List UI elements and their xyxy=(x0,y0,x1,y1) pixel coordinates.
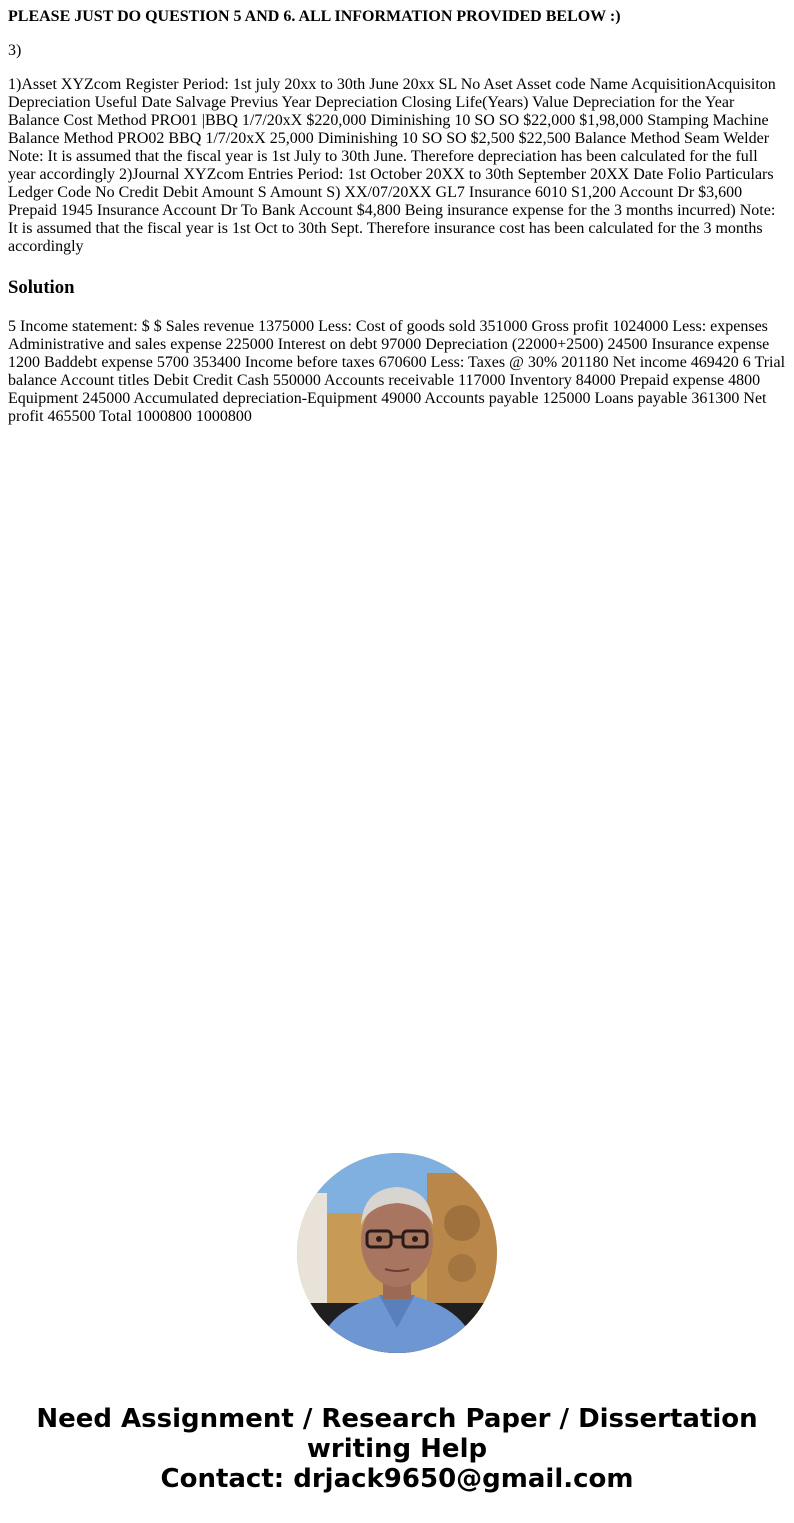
promo-line-2: writing Help xyxy=(306,1434,488,1464)
solution-heading: Solution xyxy=(8,277,75,298)
question-content xyxy=(8,8,786,426)
promo-line-1: Need Assignment / Research Paper / Dissertation xyxy=(36,1404,758,1434)
promo-banner xyxy=(0,1404,794,1494)
tutor-avatar xyxy=(297,1153,497,1353)
tutor-photo-icon xyxy=(297,1153,497,1353)
promo-contact: Contact: drjack9650@gmail.com xyxy=(160,1464,634,1494)
page-title: PLEASE JUST DO QUESTION 5 AND 6. ALL INFORMATION PROVIDED BELOW :) xyxy=(8,8,621,25)
question-number: 3) xyxy=(8,42,22,59)
solution-body: 5 Income statement: $ $ Sales revenue 1375000 Less: Cost of goods sold 351000 Gross profit 1024000 Less: expenses Administrative and sales expense 225000 Interest on debt 97000 Depreciation (22000+2500) 24500 Insurance expense 1200 Baddebt expense 5700 353400 Income before taxes 670600 Less: Taxes @ 30% 201180 Net income 469420 6 Trial balance Account titles Debit Credit Cash 550000 Accounts receivable 117000 Inventory 84000 Prepaid expense 4800 Equipment 245000 Accumulated depreciation-Equipment 49000 Accounts payable 125000 Loans payable 361300 Net profit 465500 Total 1000800 1000800 xyxy=(8,318,786,425)
question-body: 1)Asset XYZcom Register Period: 1st july 20xx to 30th June 20xx SL No Aset Asset code Name AcquisitionAcquisiton Depreciation Useful Date Salvage Previus Year Depreciation Closing Life(Years) Value Depreciation for the Year Balance Cost Method PRO01 |BBQ 1/7/20xX $220,000 Diminishing 10 SO SO $22,000 $1,98,000 Stamping Machine Balance Method PRO02 BBQ 1/7/20xX 25,000 Diminishing 10 SO SO $2,500 $22,500 Balance Method Seam Welder Note: It is assumed that the fiscal year is 1st July to 30th June. Therefore depreciation has been calculated for the full year accordingly 2)Journal XYZcom Entries Period: 1st October 20XX to 30th September 20XX Date Folio Particulars Ledger Code No Credit Debit Amount S Amount S) XX/07/20XX GL7 Insurance 6010 S1,200 Account Dr $3,600 Prepaid 1945 Insurance Account Dr To Bank Account $4,800 Being insurance expense for the 3 months incurred) Note: It is assumed that the fiscal year is 1st Oct to 30th Sept. Therefore insurance cost has been calculated for the 3 months accordingly xyxy=(8,76,776,255)
